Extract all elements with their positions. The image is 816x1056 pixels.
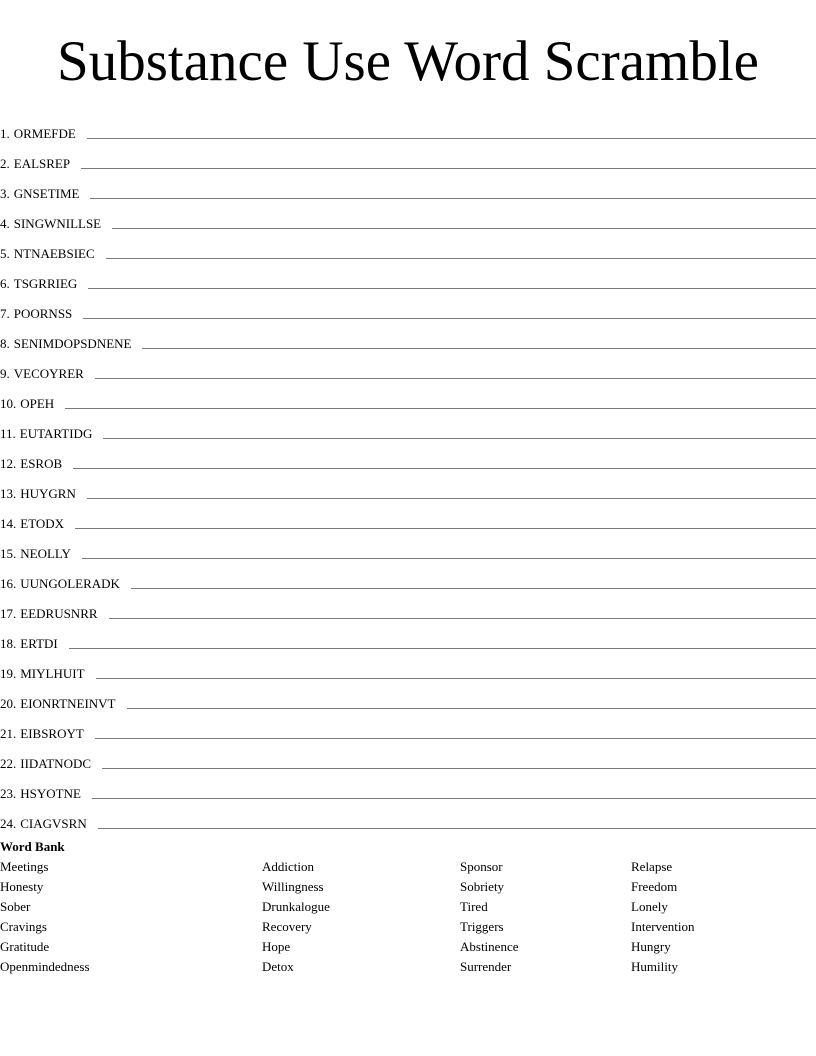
answer-line[interactable]: [73, 456, 816, 469]
word-bank-entry: Detox: [262, 959, 294, 974]
word-bank-column-3: [460, 858, 518, 978]
scramble-item: [0, 802, 816, 832]
item-number: 21.: [0, 726, 17, 741]
scramble-item-label: [0, 546, 71, 562]
scrambled-word: NEOLLY: [20, 546, 71, 561]
word-bank-column-2: [262, 858, 330, 978]
word-bank-entry: Intervention: [631, 919, 695, 934]
answer-line[interactable]: [90, 186, 816, 199]
item-number: 12.: [0, 456, 17, 471]
answer-line[interactable]: [82, 546, 816, 559]
scramble-item-label: [0, 186, 79, 202]
scramble-item: [0, 592, 816, 622]
answer-line[interactable]: [95, 726, 816, 739]
word-bank-entry: Triggers: [460, 919, 504, 934]
scrambled-word: EEDRUSNRR: [20, 606, 98, 621]
answer-line[interactable]: [103, 426, 816, 439]
answer-line[interactable]: [87, 486, 816, 499]
answer-line[interactable]: [131, 576, 816, 589]
item-number: 20.: [0, 696, 17, 711]
item-number: 3.: [0, 186, 10, 201]
scramble-item: [0, 232, 816, 262]
scramble-item-label: [0, 156, 70, 172]
scramble-item: [0, 112, 816, 142]
word-bank-entry: Relapse: [631, 859, 673, 874]
scramble-item: [0, 652, 816, 682]
scramble-item-label: [0, 786, 81, 802]
scrambled-word: HSYOTNE: [20, 786, 81, 801]
word-bank-entry: Tired: [460, 899, 488, 914]
word-bank-column-4: [631, 858, 695, 978]
scrambled-word: TSGRRIEG: [13, 276, 78, 291]
scramble-item: [0, 712, 816, 742]
scramble-item-label: [0, 336, 131, 352]
scramble-item: [0, 742, 816, 772]
scramble-item: [0, 382, 816, 412]
item-number: 24.: [0, 816, 17, 831]
answer-line[interactable]: [81, 156, 816, 169]
item-number: 16.: [0, 576, 17, 591]
word-bank-entry: Lonely: [631, 899, 668, 914]
scramble-item: [0, 472, 816, 502]
scramble-item-label: [0, 306, 72, 322]
scramble-item-label: [0, 606, 98, 622]
word-bank-entry: Recovery: [262, 919, 312, 934]
scrambled-word: EUTARTIDG: [19, 426, 93, 441]
scramble-item-label: [0, 486, 76, 502]
item-number: 7.: [0, 306, 10, 321]
page-title: Substance Use Word Scramble: [57, 30, 759, 93]
scramble-item: [0, 562, 816, 592]
item-number: 17.: [0, 606, 17, 621]
item-number: 8.: [0, 336, 10, 351]
word-bank-entry: Surrender: [460, 959, 512, 974]
scrambled-word: NTNAEBSIEC: [13, 246, 95, 261]
scramble-item-label: [0, 696, 116, 712]
item-number: 2.: [0, 156, 10, 171]
scramble-item: [0, 322, 816, 352]
item-number: 19.: [0, 666, 17, 681]
scramble-item-label: [0, 396, 54, 412]
scramble-item: [0, 682, 816, 712]
item-number: 13.: [0, 486, 17, 501]
item-number: 11.: [0, 426, 16, 441]
word-bank-entry: Openmindedness: [0, 959, 90, 974]
item-number: 4.: [0, 216, 10, 231]
answer-line[interactable]: [142, 336, 816, 349]
item-number: 9.: [0, 366, 10, 381]
scramble-item-label: [0, 246, 95, 262]
scramble-item-label: [0, 666, 85, 682]
scramble-item-label: [0, 636, 58, 652]
answer-line[interactable]: [75, 516, 816, 529]
scrambled-word: EIBSROYT: [20, 726, 84, 741]
word-bank-entry: Sponsor: [460, 859, 503, 874]
answer-line[interactable]: [87, 126, 816, 139]
scrambled-word: POORNSS: [13, 306, 73, 321]
scramble-item-label: [0, 216, 101, 232]
scramble-item-label: [0, 456, 62, 472]
answer-line[interactable]: [109, 606, 816, 619]
scramble-item: [0, 202, 816, 232]
scrambled-word: SENIMDOPSDNENE: [13, 336, 132, 351]
scrambled-word: SINGWNILLSE: [13, 216, 102, 231]
scrambled-word: GNSETIME: [13, 186, 80, 201]
item-number: 5.: [0, 246, 10, 261]
word-bank-entry: Drunkalogue: [262, 899, 330, 914]
word-bank-entry: Humility: [631, 959, 678, 974]
scrambled-word: ERTDI: [20, 636, 58, 651]
scramble-item: [0, 772, 816, 802]
scrambled-word: EALSREP: [13, 156, 71, 171]
scramble-item: [0, 412, 816, 442]
word-bank-entry: Gratitude: [0, 939, 50, 954]
word-bank-heading: Word Bank: [0, 839, 65, 854]
scrambled-word: ORMEFDE: [13, 126, 76, 141]
answer-line[interactable]: [95, 366, 816, 379]
scrambled-word: HUYGRN: [20, 486, 76, 501]
word-bank-entry: Hungry: [631, 939, 671, 954]
scramble-item: [0, 442, 816, 472]
word-bank-entry: Sobriety: [460, 879, 505, 894]
scramble-item-label: [0, 516, 64, 532]
scramble-item-label: [0, 726, 84, 742]
answer-line[interactable]: [102, 756, 816, 769]
answer-line[interactable]: [92, 786, 816, 799]
word-bank-entry: Honesty: [0, 879, 44, 894]
item-number: 6.: [0, 276, 10, 291]
scramble-item: [0, 502, 816, 532]
scramble-item-label: [0, 816, 87, 832]
scrambled-word: EIONRTNEINVT: [20, 696, 116, 711]
answer-line[interactable]: [65, 396, 816, 409]
answer-line[interactable]: [96, 666, 816, 679]
scrambled-word: VECOYRER: [13, 366, 84, 381]
answer-line[interactable]: [127, 696, 816, 709]
scramble-item-label: [0, 366, 84, 382]
scramble-item: [0, 292, 816, 322]
scramble-item: [0, 172, 816, 202]
word-bank-entry: Willingness: [262, 879, 324, 894]
scramble-item-label: [0, 576, 120, 592]
answer-line[interactable]: [88, 276, 816, 289]
answer-line[interactable]: [83, 306, 816, 319]
item-number: 18.: [0, 636, 17, 651]
item-number: 1.: [0, 126, 10, 141]
scrambled-word: ETODX: [20, 516, 65, 531]
word-bank-entry: Hope: [262, 939, 291, 954]
word-bank-entry: Meetings: [0, 859, 49, 874]
scramble-item: [0, 262, 816, 292]
word-bank-column-1: [0, 858, 90, 978]
word-bank-entry: Addiction: [262, 859, 314, 874]
scrambled-word: OPEH: [20, 396, 55, 411]
scrambled-word: IIDATNODC: [20, 756, 92, 771]
scramble-item-label: [0, 426, 92, 442]
item-number: 10.: [0, 396, 17, 411]
scramble-item: [0, 142, 816, 172]
scramble-item-label: [0, 276, 77, 292]
word-bank: [0, 838, 816, 974]
answer-line[interactable]: [98, 816, 816, 829]
item-number: 23.: [0, 786, 17, 801]
scramble-item: [0, 532, 816, 562]
word-bank-entry: Abstinence: [460, 939, 519, 954]
answer-line[interactable]: [106, 246, 816, 259]
item-number: 14.: [0, 516, 17, 531]
scramble-item-label: [0, 756, 91, 772]
answer-line[interactable]: [112, 216, 816, 229]
scrambled-word: ESROB: [20, 456, 63, 471]
scrambled-word: UUNGOLERADK: [20, 576, 120, 591]
scramble-item: [0, 622, 816, 652]
word-bank-entry: Freedom: [631, 879, 678, 894]
item-number: 22.: [0, 756, 17, 771]
scrambled-word: CIAGVSRN: [20, 816, 87, 831]
word-bank-entry: Sober: [0, 899, 31, 914]
scrambled-word: MIYLHUIT: [20, 666, 85, 681]
scramble-item-label: [0, 126, 76, 142]
answer-line[interactable]: [69, 636, 816, 649]
word-bank-entry: Cravings: [0, 919, 47, 934]
item-number: 15.: [0, 546, 17, 561]
scramble-item: [0, 352, 816, 382]
scramble-list: [0, 112, 816, 832]
